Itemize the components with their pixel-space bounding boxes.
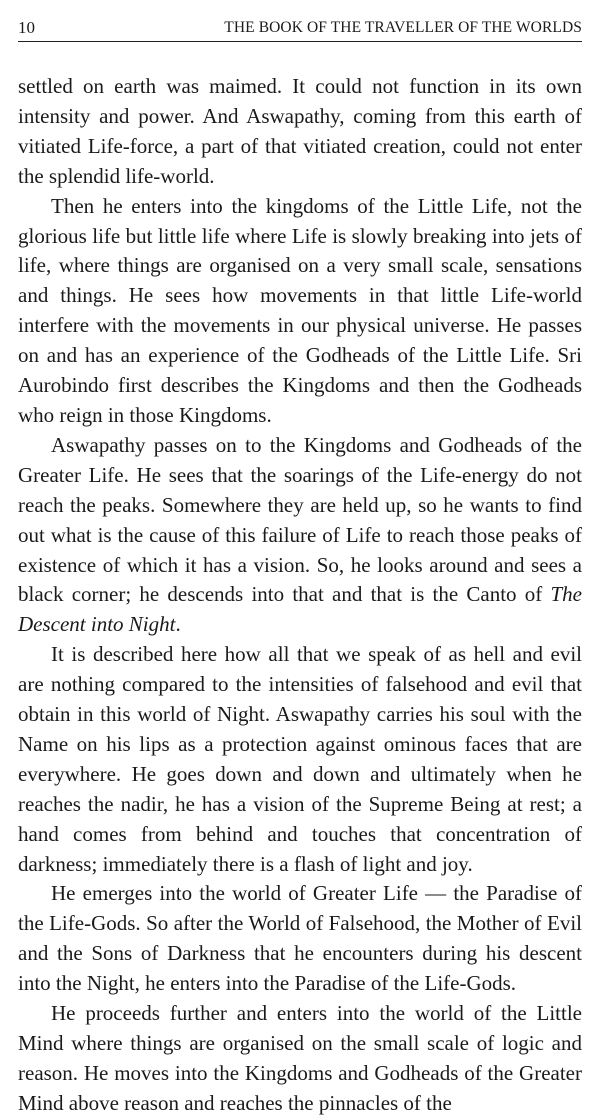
canto-title: The Descent into Night (18, 582, 582, 637)
running-head: THE BOOK OF THE TRAVELLER OF THE WORLDS (224, 19, 582, 36)
page-number: 10 (18, 18, 35, 37)
paragraph-4: It is described here how all that we speak of as hell and evil are nothing compared to the intensities of falsehood and evil that obtain in this world of Night. Aswapathy carries his soul with the Name on his lips as a protection against ominous faces that are everywhere. He goes down and down and ultimately when he reaches the nadir, he has a vision of the Supreme Being at rest; a hand comes from behind and touches that concentration of darkness; immediately there is a flash of light and joy. (18, 642, 582, 876)
page-header (18, 14, 582, 42)
paragraph-3-end: . (175, 612, 181, 637)
paragraph-1: settled on earth was maimed. It could not function in its own intensity and power. And Aswapathy, coming from this earth of vitiated Life-force, a part of that vitiated creation, could not enter the splendid life-world. (18, 74, 582, 188)
paragraph-2: Then he enters into the kingdoms of the Little Life, not the glorious life but little life where Life is slowly breaking into jets of life, where things are organised on a very small scale, sensations and things. He sees how movements in that little Life-world interfere with the movements in our physical universe. He passes on and has an experience of the Godheads of the Little Life. Sri Aurobindo first describes the Kingdoms and then the Godheads who reign in those Kingdoms. (18, 193, 582, 427)
paragraph-3 (18, 431, 582, 640)
paragraph-3-text: Aswapathy passes on to the Kingdoms and Godheads of the Greater Life. He sees that the soarings of the Life-energy do not reach the peaks. Somewhere they are held up, so he wants to find out what is the cause of this failure of Life to reach those peaks of existence of which it has a vision. So, he looks around and sees a black corner; he descends into that and that is the Canto of (18, 432, 582, 607)
body-text (18, 72, 582, 1119)
paragraph-5: He emerges into the world of Greater Life — the Paradise of the Life-Gods. So after the World of Falsehood, the Mother of Evil and the Sons of Darkness that he encounters during his descent into the Night, he enters into the Paradise of the Life-Gods. (18, 881, 582, 996)
paragraph-6: He proceeds further and enters into the world of the Little Mind where things are organised on the small scale of logic and reason. He moves into the Kingdoms and Godheads of the Greater Mind above reason and reaches the pinnacles of the (18, 1001, 582, 1115)
